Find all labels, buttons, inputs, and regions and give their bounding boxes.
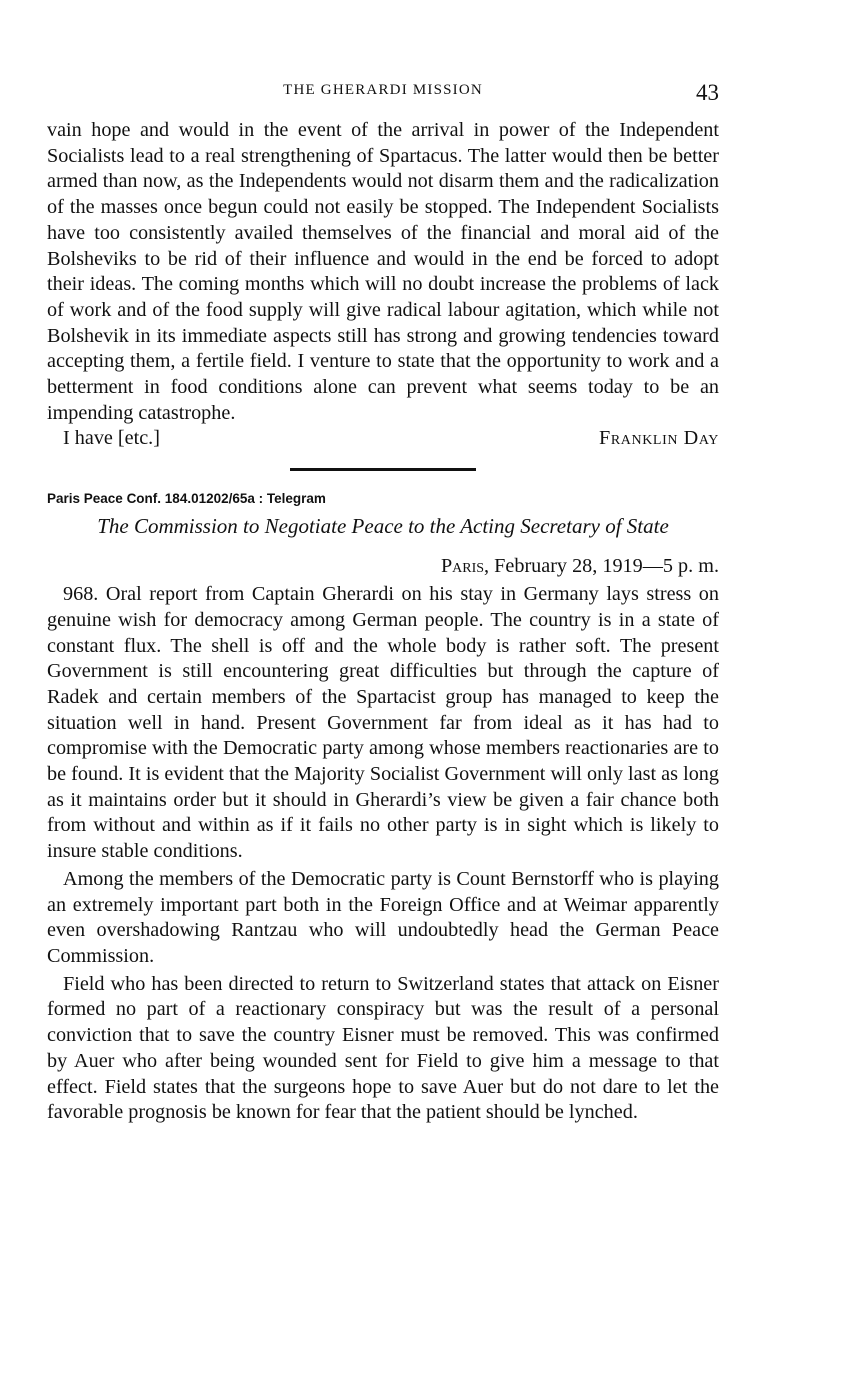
page-number: 43	[696, 80, 719, 105]
dateline-place: Paris,	[440, 555, 490, 578]
dateline-date: February 28, 1919—5 p. m.	[489, 555, 719, 578]
document-page	[47, 78, 719, 1126]
telegram-paragraph: Among the members of the Democratic party is Count Bernstorff who is playing an extremely important part both in the Foreign Office and at Weimar apparently even overshadowing Rantzau who will undoubtedly head the German Peace Commission.	[47, 867, 719, 967]
running-title: THE GHERARDI MISSION	[283, 82, 483, 98]
document-heading: The Commission to Negotiate Peace to the Acting Secretary of State	[97, 514, 669, 539]
telegram-paragraph: Field who has been directed to return to Switzerland states that attack on Eisner formed no part of a reactionary conspiracy but was the result of a personal conviction that to save the country Eisner must be removed. This was confirmed by Auer who after being wounded sent for Field to give him a message to that effect. Field states that the surgeons hope to save Auer but do not dare to let the favorable prognosis be known for fear that the patient should be lynched.	[47, 972, 719, 1124]
letter-body-paragraph: vain hope and would in the event of the arrival in power of the Independent Socialists lead to a real strengthening of Spartacus. The latter would then be better armed than now, as the Independents would not disarm them and the radicalization of the masses once begun could not easily be stopped. The Independent Socialists have too consistently availed themselves of the financial and moral aid of the Bolsheviks to be rid of their influence and would in the end be forced to adopt their ideas. The coming months which will no doubt increase the problems of lack of work and of the food supply will give radical labour agitation, which while not Bolshevik in its immediate aspects still has strong and growing tendencies toward accepting them, a fertile field. I venture to state that the opportunity to work and a betterment in food conditions alone can prevent what seems today to be an impending catastrophe.	[47, 119, 719, 424]
running-head	[47, 78, 719, 108]
dateline	[47, 554, 719, 580]
signature: Franklin Day	[599, 427, 719, 450]
telegram-paragraph: 968. Oral report from Captain Gherardi on his stay in Germany lays stress on genuine wish for democracy among German people. The country is in a state of constant flux. The shell is off and the whole body is rather soft. The present Government is still encountering great difficulties but through the capture of Radek and certain members of the Spartacist group has managed to keep the situation well in hand. Present Government far from ideal as it has had to compromise with the Democratic party among whose members reactionaries are to be found. It is evident that the Majority Socialist Government will only last as long as it maintains order but it should in Gherardi’s view be given a fair chance both from without and within as if it fails no other party is in sight which is likely to insure stable conditions.	[47, 583, 719, 863]
letter-closing-line	[47, 426, 719, 452]
section-divider	[290, 468, 476, 471]
file-citation: Paris Peace Conf. 184.01202/65a : Telegram	[47, 491, 326, 507]
closing-phrase: I have [etc.]	[63, 427, 160, 450]
